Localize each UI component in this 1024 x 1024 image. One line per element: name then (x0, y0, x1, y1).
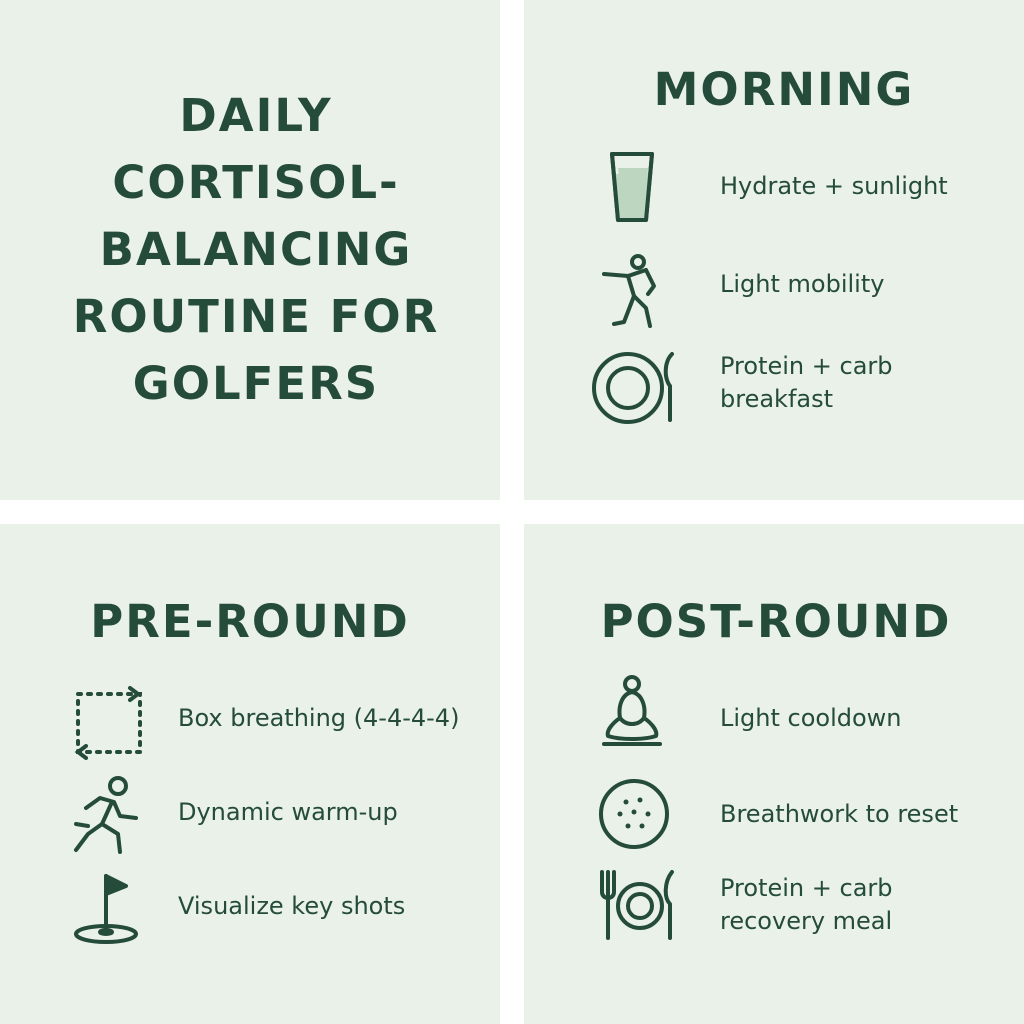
water-glass-icon (590, 148, 674, 232)
pre-round-item-warmup (0, 774, 500, 854)
post-round-heading: POST-ROUND (600, 595, 952, 648)
post-round-label-3: Protein + carb recovery meal (720, 874, 893, 935)
meditation-icon (596, 674, 680, 758)
running-figure-icon (66, 774, 150, 858)
post-round-item-cooldown (524, 674, 1024, 754)
pre-round-label-1: Box breathing (4-4-4-4) (178, 704, 460, 732)
pre-round-heading: PRE-ROUND (90, 595, 410, 648)
post-round-panel (524, 524, 1024, 1024)
golf-flag-icon (66, 868, 150, 952)
pre-round-label-2: Dynamic warm-up (178, 798, 398, 826)
golf-ball-icon (596, 778, 680, 862)
morning-item-mobility (524, 246, 1024, 326)
morning-label-1: Hydrate + sunlight (720, 172, 948, 200)
post-round-label-1: Light cooldown (720, 704, 902, 732)
pre-round-label-3: Visualize key shots (178, 892, 406, 920)
page-title: DAILY CORTISOL-BALANCING ROUTINE FOR GOLFERS (72, 89, 440, 410)
morning-label-3: Protein + carb breakfast (720, 352, 893, 413)
pre-round-item-breathing (0, 680, 500, 760)
morning-panel (524, 0, 1024, 500)
morning-label-2: Light mobility (720, 270, 885, 298)
post-round-item-breathwork (524, 778, 1024, 858)
post-round-label-2: Breathwork to reset (720, 800, 959, 828)
pre-round-item-visualize (0, 868, 500, 948)
post-round-item-meal (524, 868, 1024, 948)
box-breathing-icon (66, 680, 150, 764)
mobility-figure-icon (594, 250, 678, 334)
morning-heading: MORNING (653, 63, 915, 116)
title-panel (0, 0, 500, 500)
pre-round-panel (0, 524, 500, 1024)
morning-item-breakfast (524, 344, 1024, 424)
plate-knife-icon (590, 348, 674, 432)
fork-plate-knife-icon (596, 868, 680, 952)
morning-item-hydrate (524, 148, 1024, 228)
